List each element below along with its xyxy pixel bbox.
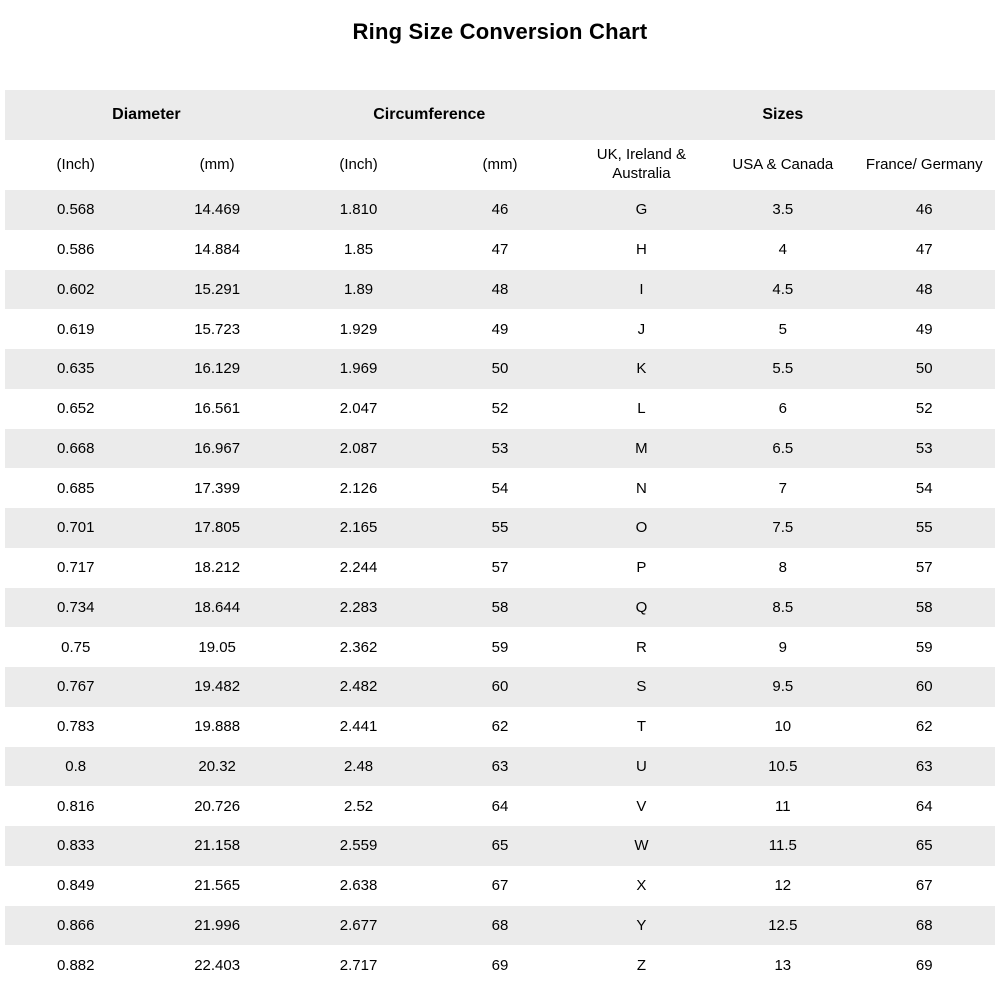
- table-cell: 12: [774, 877, 792, 895]
- table-row: [5, 627, 995, 667]
- table-cell: 9: [778, 638, 787, 656]
- table-cell: 46: [491, 201, 509, 219]
- table-cell: 46: [915, 201, 933, 219]
- table-cell: 62: [915, 718, 933, 736]
- table-cell: 2.717: [339, 956, 378, 974]
- table-cell: 0.717: [56, 559, 95, 577]
- table-cell: 47: [491, 241, 509, 259]
- table-cell: 53: [915, 439, 933, 457]
- table-cell: 0.701: [56, 519, 95, 537]
- table-row: [5, 468, 995, 508]
- table-row: [5, 548, 995, 588]
- table-cell: 57: [915, 559, 933, 577]
- table-cell: 54: [915, 479, 933, 497]
- table-cell: P: [636, 559, 647, 577]
- table-cell: 50: [491, 360, 509, 378]
- col-header-circumference-inch: (Inch): [339, 155, 378, 173]
- table-cell: 3.5: [772, 201, 794, 219]
- table-cell: 64: [915, 797, 933, 815]
- table-cell: 5.5: [772, 360, 794, 378]
- table-cell: 49: [491, 320, 509, 338]
- table-cell: 8: [778, 559, 787, 577]
- table-cell: 2.441: [339, 718, 378, 736]
- table-cell: K: [636, 360, 647, 378]
- table-cell: 0.833: [56, 837, 95, 855]
- table-cell: 63: [491, 757, 509, 775]
- table-cell: 2.362: [339, 638, 378, 656]
- table-cell: 21.565: [194, 877, 241, 895]
- table-cell: 0.866: [56, 916, 95, 934]
- col-header-diameter-mm: (mm): [199, 155, 235, 173]
- table-cell: J: [637, 320, 646, 338]
- table-row: [5, 866, 995, 906]
- table-row: [5, 270, 995, 310]
- table-cell: L: [637, 400, 646, 418]
- table-cell: Z: [636, 956, 646, 974]
- col-header-circumference-mm: (mm): [482, 155, 518, 173]
- table-cell: 9.5: [772, 678, 794, 696]
- table-cell: 0.882: [56, 956, 95, 974]
- table-cell: 55: [915, 519, 933, 537]
- table-cell: 16.967: [194, 439, 241, 457]
- table-row: [5, 786, 995, 826]
- table-cell: 49: [915, 320, 933, 338]
- table-cell: 54: [491, 479, 509, 497]
- table-row: [5, 588, 995, 628]
- col-header-usa-canada: USA & Canada: [732, 155, 834, 173]
- table-cell: 2.677: [339, 916, 378, 934]
- group-header-row: [5, 90, 995, 140]
- table-cell: W: [634, 837, 649, 855]
- table-cell: 4: [778, 241, 787, 259]
- table-cell: 60: [491, 678, 509, 696]
- table-row: [5, 945, 995, 985]
- table-header: [5, 90, 995, 190]
- table-cell: S: [636, 678, 647, 696]
- table-row: [5, 906, 995, 946]
- table-cell: 22.403: [194, 956, 241, 974]
- table-cell: 16.561: [194, 400, 241, 418]
- table-cell: 59: [915, 638, 933, 656]
- table-cell: R: [635, 638, 647, 656]
- page-title: Ring Size Conversion Chart: [352, 19, 648, 44]
- table-row: [5, 389, 995, 429]
- table-cell: 6.5: [772, 439, 794, 457]
- group-header-diameter: Diameter: [112, 106, 181, 123]
- table-cell: 14.884: [194, 241, 241, 259]
- table-cell: 0.652: [56, 400, 95, 418]
- table-cell: 0.734: [56, 598, 95, 616]
- table-row: [5, 826, 995, 866]
- table-cell: 0.685: [56, 479, 95, 497]
- table-cell: 0.816: [56, 797, 95, 815]
- table-row: [5, 190, 995, 230]
- table-cell: 58: [915, 598, 933, 616]
- table-cell: N: [635, 479, 647, 497]
- table-cell: 2.638: [339, 877, 378, 895]
- table-cell: 19.482: [194, 678, 241, 696]
- table-cell: 55: [491, 519, 509, 537]
- table-cell: X: [636, 877, 647, 895]
- table-cell: 18.212: [194, 559, 241, 577]
- table-cell: Q: [635, 598, 648, 616]
- table-row: [5, 429, 995, 469]
- table-cell: 0.8: [65, 757, 87, 775]
- table-cell: 0.568: [56, 201, 95, 219]
- table-cell: 19.888: [194, 718, 241, 736]
- table-cell: 58: [491, 598, 509, 616]
- table-cell: 8.5: [772, 598, 794, 616]
- table-cell: 12.5: [768, 916, 798, 934]
- table-cell: 50: [915, 360, 933, 378]
- table-cell: 67: [491, 877, 509, 895]
- table-cell: 2.283: [339, 598, 378, 616]
- table-cell: 2.165: [339, 519, 378, 537]
- table-cell: 68: [491, 916, 509, 934]
- col-header-uk-ireland-australia: UK, Ireland & Australia: [596, 146, 686, 182]
- table-cell: 19.05: [198, 638, 236, 656]
- table-cell: 2.126: [339, 479, 378, 497]
- table-cell: 17.399: [194, 479, 241, 497]
- table-cell: 0.75: [61, 638, 91, 656]
- table-cell: 48: [915, 280, 933, 298]
- table-cell: M: [635, 439, 648, 457]
- table-row: [5, 667, 995, 707]
- table-cell: 68: [915, 916, 933, 934]
- table-cell: 4.5: [772, 280, 794, 298]
- table-row: [5, 707, 995, 747]
- ring-size-table: [5, 90, 995, 985]
- table-cell: 5: [778, 320, 787, 338]
- table-cell: 47: [915, 241, 933, 259]
- table-cell: 18.644: [194, 598, 241, 616]
- table-cell: G: [635, 201, 648, 219]
- table-cell: I: [639, 280, 644, 298]
- table-cell: 11.5: [768, 837, 797, 855]
- table-cell: 7: [778, 479, 787, 497]
- table-cell: 0.767: [56, 678, 95, 696]
- table-cell: 0.602: [56, 280, 95, 298]
- table-cell: 59: [491, 638, 509, 656]
- table-cell: V: [636, 797, 647, 815]
- table-cell: 10.5: [768, 757, 798, 775]
- table-cell: 7.5: [772, 519, 794, 537]
- table-cell: 60: [915, 678, 933, 696]
- table-row: [5, 747, 995, 787]
- table-cell: 2.48: [343, 757, 374, 775]
- table-cell: 62: [491, 718, 509, 736]
- table-cell: 64: [491, 797, 509, 815]
- table-cell: 20.32: [198, 757, 236, 775]
- table-cell: 63: [915, 757, 933, 775]
- table-cell: 17.805: [194, 519, 241, 537]
- table-cell: 0.635: [56, 360, 95, 378]
- table-cell: 52: [915, 400, 933, 418]
- table-cell: 1.929: [339, 320, 378, 338]
- table-cell: 67: [915, 877, 933, 895]
- table-cell: 14.469: [194, 201, 241, 219]
- table-cell: H: [635, 241, 647, 259]
- table-cell: 2.087: [339, 439, 378, 457]
- table-cell: 0.849: [56, 877, 95, 895]
- table-cell: 52: [491, 400, 509, 418]
- table-row: [5, 230, 995, 270]
- table-cell: 21.158: [194, 837, 241, 855]
- table-body: [5, 190, 995, 985]
- table-cell: 21.996: [194, 916, 241, 934]
- table-cell: 2.52: [343, 797, 374, 815]
- table-row: [5, 508, 995, 548]
- table-cell: T: [636, 718, 646, 736]
- table-cell: 1.89: [343, 280, 374, 298]
- table-cell: 20.726: [194, 797, 241, 815]
- table-cell: 0.619: [56, 320, 95, 338]
- table-cell: 53: [491, 439, 509, 457]
- table-cell: 1.85: [343, 241, 374, 259]
- table-cell: 13: [774, 956, 792, 974]
- table-cell: 2.244: [339, 559, 378, 577]
- table-cell: 6: [778, 400, 787, 418]
- table-cell: 57: [491, 559, 509, 577]
- table-cell: 2.047: [339, 400, 378, 418]
- table-cell: 0.783: [56, 718, 95, 736]
- table-cell: 65: [491, 837, 509, 855]
- table-cell: 1.810: [339, 201, 378, 219]
- table-cell: 65: [915, 837, 933, 855]
- table-cell: 2.482: [339, 678, 378, 696]
- table-cell: 1.969: [339, 360, 378, 378]
- sub-header-row: [5, 140, 995, 190]
- table-cell: 15.291: [194, 280, 241, 298]
- table-row: [5, 309, 995, 349]
- table-cell: 10: [774, 718, 792, 736]
- table-cell: 15.723: [194, 320, 241, 338]
- table-cell: U: [635, 757, 647, 775]
- table-cell: 16.129: [194, 360, 241, 378]
- col-header-diameter-inch: (Inch): [56, 155, 95, 173]
- table-cell: 0.586: [56, 241, 95, 259]
- table-cell: Y: [636, 916, 647, 934]
- group-header-circumference: Circumference: [373, 106, 486, 123]
- table-cell: 69: [491, 956, 509, 974]
- table-cell: O: [635, 519, 648, 537]
- table-cell: 0.668: [56, 439, 95, 457]
- table-cell: 2.559: [339, 837, 378, 855]
- table-cell: 48: [491, 280, 509, 298]
- table-cell: 11: [775, 797, 791, 815]
- table-cell: 69: [915, 956, 933, 974]
- col-header-france-germany: France/ Germany: [865, 155, 983, 173]
- table-row: [5, 349, 995, 389]
- group-header-sizes: Sizes: [762, 106, 804, 123]
